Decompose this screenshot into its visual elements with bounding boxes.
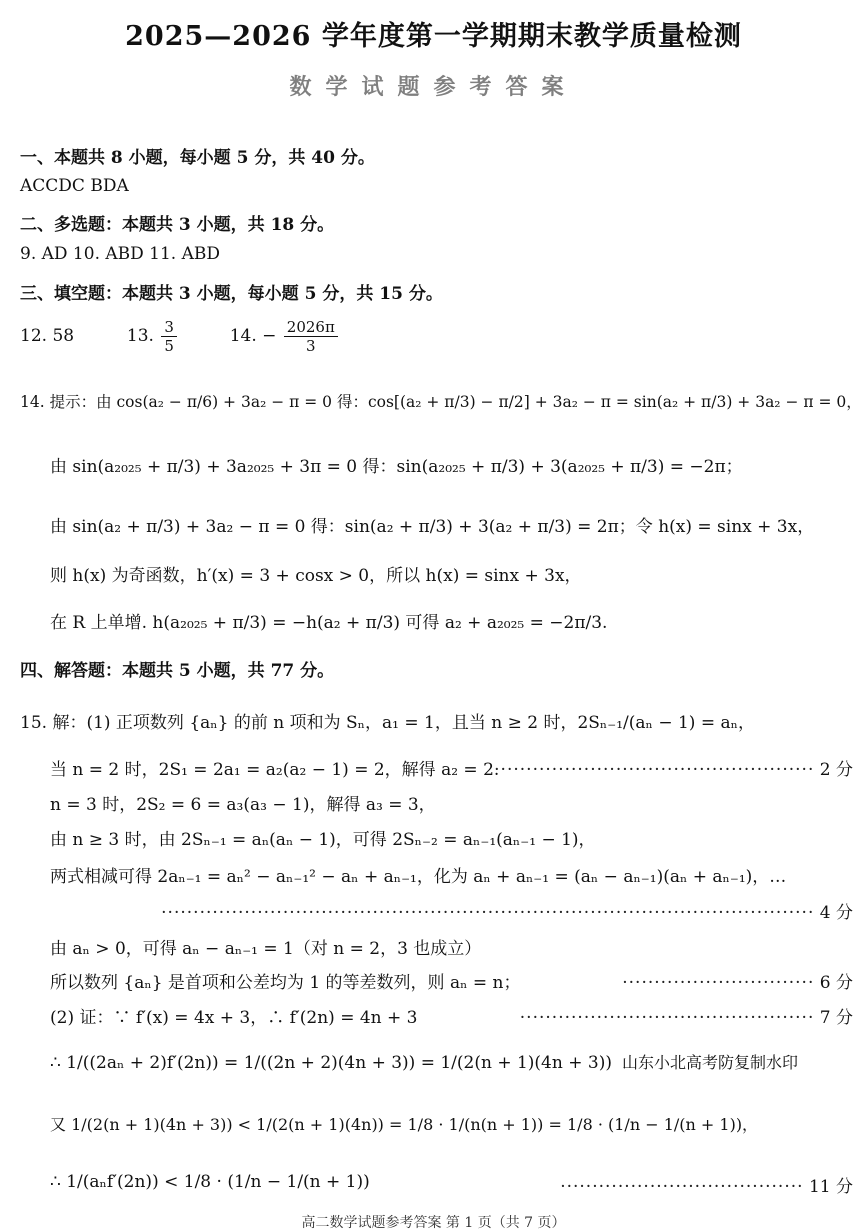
q15-line-8-score: ······························ 6 分 <box>622 973 853 993</box>
watermark-text: 山东小北高考防复制水印 <box>621 1053 798 1072</box>
q15-line-2-score: ·················································· 2 分 <box>494 760 853 780</box>
hint-line-1: 14. 提示：由 cos(a₂ − π/6) + 3a₂ − π = 0 得：cos[(a₂ + π/3) − π/2] + 3a₂ − π = sin(a₂ + π/3) + 3a₂ − π = 0， <box>20 393 862 411</box>
answer-14-fraction: $\frac{2026\pi}{3}$ <box>284 318 338 355</box>
hint-line-5: 在 R 上单增. h(a₂₀₂₅ + π/3) = −h(a₂ + π/3) 可得 a₂ + a₂₀₂₅ = −2π/3. <box>50 613 608 633</box>
answer-12: 12. 58 <box>20 326 75 346</box>
q15-line-11: 又 1/(2(n + 1)(4n + 3)) < 1/(2(n + 1)(4n)) = 1/8 · 1/(n(n + 1)) = 1/8 · (1/n − 1/(n + 1))， <box>50 1115 759 1134</box>
page-subtitle: 数学试题参考答案 <box>289 74 578 100</box>
q15-line-3: n = 3 时，2S₂ = 6 = a₃(a₃ − 1)，解得 a₃ = 3， <box>50 795 436 815</box>
section-2-answers: 9. AD 10. ABD 11. ABD <box>20 244 221 264</box>
q15-line-5: 两式相减可得 2aₙ₋₁ = aₙ² − aₙ₋₁² − aₙ + aₙ₋₁，化为 aₙ + aₙ₋₁ = (aₙ − aₙ₋₁)(aₙ + aₙ₋₁)，… <box>50 867 787 887</box>
q15-line-9: (2) 证：∵ f′(x) = 4x + 3，∴ f′(2n) = 4n + 3 <box>50 1008 418 1028</box>
q15-line-6-score: ······································································································ 4 分 <box>161 903 853 923</box>
hint-line-3: 由 sin(a₂ + π/3) + 3a₂ − π = 0 得：sin(a₂ + π/3) + 3(a₂ + π/3) = 2π；令 h(x) = sinx + 3x， <box>50 517 815 537</box>
section-3-answers <box>20 318 853 355</box>
q15-line-8: 所以数列 {aₙ} 是首项和公差均为 1 的等差数列，则 aₙ = n； <box>50 973 521 993</box>
q15-line-10: ∴ 1/((2aₙ + 2)f′(2n)) = 1/((2n + 2)(4n + 3)) = 1/(2(n + 1)(4n + 3)) 山东小北高考防复制水印 <box>50 1053 798 1073</box>
q15-line-12: ∴ 1/(aₙf′(2n)) < 1/8 · (1/n − 1/(n + 1)) <box>50 1172 370 1192</box>
q15-line-9-score: ·············································· 7 分 <box>519 1008 853 1028</box>
section-4-heading: 四、解答题：本题共 5 小题，共 77 分。 <box>20 661 335 681</box>
section-1-heading: 一、本题共 8 小题，每小题 5 分，共 40 分。 <box>20 148 375 168</box>
answer-13-label: 13. <box>126 326 154 346</box>
hint-line-2: 由 sin(a₂₀₂₅ + π/3) + 3a₂₀₂₅ + 3π = 0 得：sin(a₂₀₂₅ + π/3) + 3(a₂₀₂₅ + π/3) = −2π； <box>50 457 743 477</box>
page-footer: 高二数学试题参考答案 第 1 页（共 7 页） <box>301 1215 566 1231</box>
hint-line-4: 则 h(x) 为奇函数，h′(x) = 3 + cosx > 0，所以 h(x) = sinx + 3x， <box>50 566 582 586</box>
q15-line-1: 15. 解：(1) 正项数列 {aₙ} 的前 n 项和为 Sₙ，a₁ = 1，且当 n ≥ 2 时，2Sₙ₋₁/(aₙ − 1) = aₙ， <box>20 713 755 733</box>
answer-13-fraction: $\frac{3}{5}$ <box>161 318 177 355</box>
page-title: 2025—2026 学年度第一学期期末教学质量检测 <box>125 21 742 52</box>
q15-line-4: 由 n ≥ 3 时，由 2Sₙ₋₁ = aₙ(aₙ − 1)，可得 2Sₙ₋₂ = aₙ₋₁(aₙ₋₁ − 1)， <box>50 830 596 850</box>
q15-line-2: 当 n = 2 时，2S₁ = 2a₁ = a₂(a₂ − 1) = 2，解得 a₂ = 2. <box>50 760 500 780</box>
section-3-heading: 三、填空题：本题共 3 小题，每小题 5 分，共 15 分。 <box>20 284 443 304</box>
answer-14-label: 14. − <box>229 326 277 346</box>
section-1-answers: ACCDC BDA <box>20 176 129 196</box>
q15-line-7: 由 aₙ > 0，可得 aₙ − aₙ₋₁ = 1（对 n = 2，3 也成立） <box>50 939 482 959</box>
q15-line-12-score: ······································ 11 分 <box>560 1177 853 1197</box>
section-2-heading: 二、多选题：本题共 3 小题，共 18 分。 <box>20 215 335 235</box>
